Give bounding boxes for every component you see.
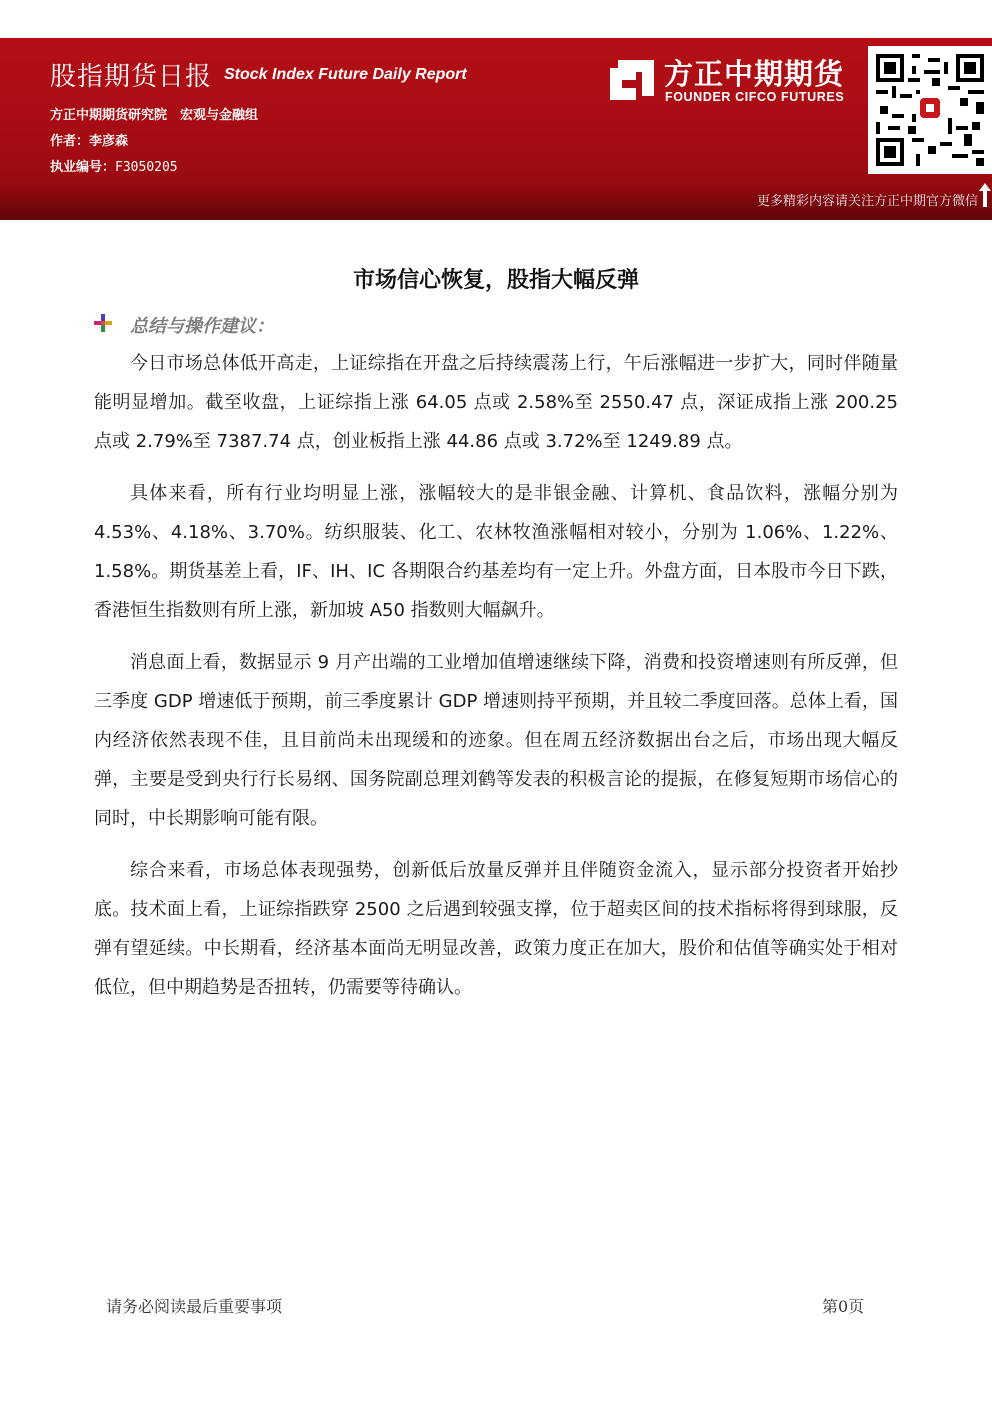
author-line: 作者：李彦森 xyxy=(50,134,129,149)
paragraph: 具体来看，所有行业均明显上涨，涨幅较大的是非银金融、计算机、食品饮料，涨幅分别为 4.53%、4.18%、3.70%。纺织服装、化工、农林牧渔涨幅相对较小，分别为 1.06%、1.22%、1.58%。期货基差上看，IF、IH、IC 各期限合约基差均有一定上升。外盘方面，日本股市今日下跌，香港恒生指数则有所上涨，新加坡 A50 指数则大幅飙升。 xyxy=(94,483,898,621)
license-label: 执业编号： xyxy=(50,160,116,175)
diamond-bullet-icon xyxy=(94,314,112,332)
brand-name-en: FOUNDER CIFCO FUTURES xyxy=(665,90,845,104)
wechat-qr-code xyxy=(868,46,992,174)
paragraph: 综合来看，市场总体表现强势，创新低后放量反弹并且伴随资金流入，显示部分投资者开始抄底。技术面上看，上证综指跌穿 2500 之后遇到较强支撑，位于超卖区间的技术指标将得到球服，反弹有望延续。中长期看，经济基本面尚无明显改善，政策力度正在加大，股价和估值等确实处于相对低位，但中期趋势是否扭转，仍需要等待确认。 xyxy=(94,860,898,998)
page-number: 第0页 xyxy=(822,1297,865,1316)
founder-logo-icon xyxy=(608,56,656,104)
report-header xyxy=(0,38,992,220)
license-line xyxy=(50,156,178,175)
institute-line: 方正中期期货研究院 宏观与金融组 xyxy=(50,108,259,123)
license-value: F3050205 xyxy=(115,160,178,175)
article-title: 市场信心恢复，股指大幅反弹 xyxy=(352,268,639,293)
report-title-cn: 股指期货日报 xyxy=(50,62,213,92)
paragraph: 消息面上看，数据显示 9 月产出端的工业增加值增速继续下降，消费和投资增速则有所反弹，但三季度 GDP 增速低于预期，前三季度累计 GDP 增速则持平预期，并且较二季度回落。总体上看，国内经济依然表现不佳，且目前尚未出现缓和的迹象。但在周五经济数据出台之后，市场出现大幅反弹，主要是受到央行行长易纲、国务院副总理刘鹤等发表的积极言论的提振，在修复短期市场信心的同时，中长期影响可能有限。 xyxy=(94,652,898,829)
up-arrow-icon xyxy=(978,182,992,208)
report-title-en: Stock Index Future Daily Report xyxy=(224,66,467,83)
paragraph: 今日市场总体低开高走，上证综指在开盘之后持续震荡上行，午后涨幅进一步扩大，同时伴随量能明显增加。截至收盘，上证综指上涨 64.05 点或 2.58%至 2550.47 点，深证成指上涨 200.25 点或 2.79%至 7387.74 点，创业板指上涨 44.86 点或 3.72%至 1249.89 点。 xyxy=(94,353,898,452)
article-body xyxy=(94,344,898,1020)
footer-notice: 请务必阅读最后重要事项 xyxy=(106,1297,283,1316)
brand-name-cn: 方正中期期货 xyxy=(664,57,845,91)
follow-wechat-text: 更多精彩内容请关注方正中期官方微信 xyxy=(756,194,978,209)
section-heading-label: 总结与操作建议： xyxy=(130,316,274,337)
qr-code-icon xyxy=(876,54,984,166)
